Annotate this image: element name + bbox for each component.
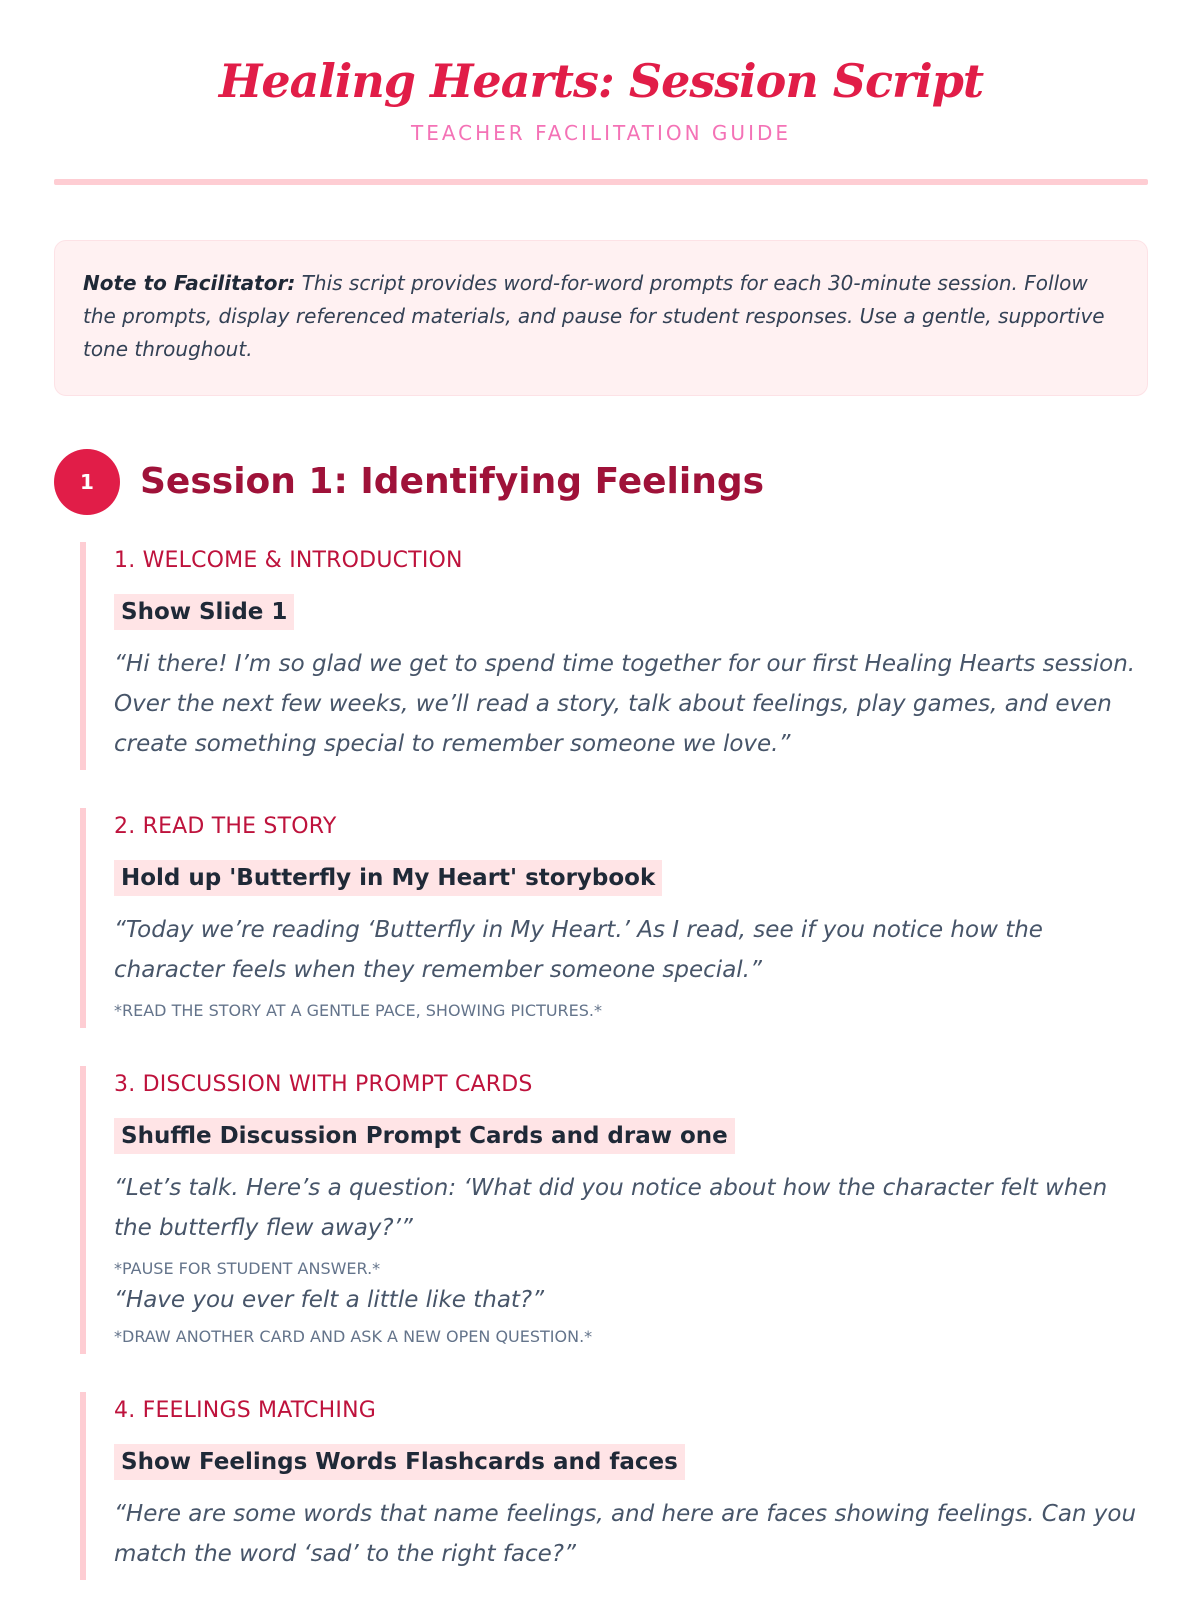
document-header [54, 0, 1148, 185]
session-header [54, 448, 1148, 516]
facilitator-note-text: This script provides word-for-word prompts for each 30-minute session. Follow the prompts, display referenced materials, and pause for student responses. Use a gentle, supportive tone throughout. [83, 271, 1105, 361]
step-script-quote: “Today we’re reading ‘Butterfly in My Heart.’ As I read, see if you notice how the character feels when they remember someone special.” [114, 917, 1043, 983]
step-read-story [80, 808, 1148, 1028]
facilitator-note [54, 240, 1148, 396]
step-script-quote: “Here are some words that name feelings, and here are faces showing feelings. Can you match the word ‘sad’ to the right face?” [114, 1501, 1137, 1567]
step-script-quote: “Let’s talk. Here’s a question: ‘What did you notice about how the character felt when the butterfly flew away?’” [114, 1175, 1108, 1241]
step-label: 1. WELCOME & INTRODUCTION [114, 548, 463, 573]
step-label: 3. DISCUSSION WITH PROMPT CARDS [114, 1072, 533, 1097]
step-direction: *READ THE STORY AT A GENTLE PACE, SHOWING PICTURES.* [114, 1001, 603, 1020]
step-direction: *DRAW ANOTHER CARD AND ASK A NEW OPEN QUESTION.* [114, 1327, 593, 1346]
step-label: 4. FEELINGS MATCHING [114, 1398, 377, 1423]
page-title: Healing Hearts: Session Script [218, 54, 984, 108]
step-label: 2. READ THE STORY [114, 814, 337, 839]
step-action: Show Feelings Words Flashcards and faces [114, 1444, 685, 1480]
page-subtitle: TEACHER FACILITATION GUIDE [410, 121, 792, 145]
step-action: Show Slide 1 [114, 594, 294, 630]
header-divider [54, 179, 1148, 185]
session-steps [80, 542, 1148, 1580]
session-number-badge: 1 [54, 449, 120, 515]
step-action: Shuffle Discussion Prompt Cards and draw one [114, 1118, 735, 1154]
step-script-quote: “Have you ever felt a little like that?” [114, 1287, 545, 1313]
step-direction: *PAUSE FOR STUDENT ANSWER.* [114, 1259, 381, 1278]
facilitator-note-label: Note to Facilitator: [83, 271, 296, 295]
step-action: Hold up 'Butterfly in My Heart' storybook [114, 860, 662, 896]
step-welcome [80, 542, 1148, 770]
document-page [54, 0, 1148, 1618]
session-title: Session 1: Identifying Feelings [140, 461, 765, 502]
step-discussion [80, 1066, 1148, 1354]
step-feelings-matching [80, 1392, 1148, 1580]
step-script-quote: “Hi there! I’m so glad we get to spend time together for our first Healing Hearts session. Over the next few weeks, we’ll read a story, talk about feelings, play games, and even create something special to remember someone we love.” [114, 651, 1136, 757]
